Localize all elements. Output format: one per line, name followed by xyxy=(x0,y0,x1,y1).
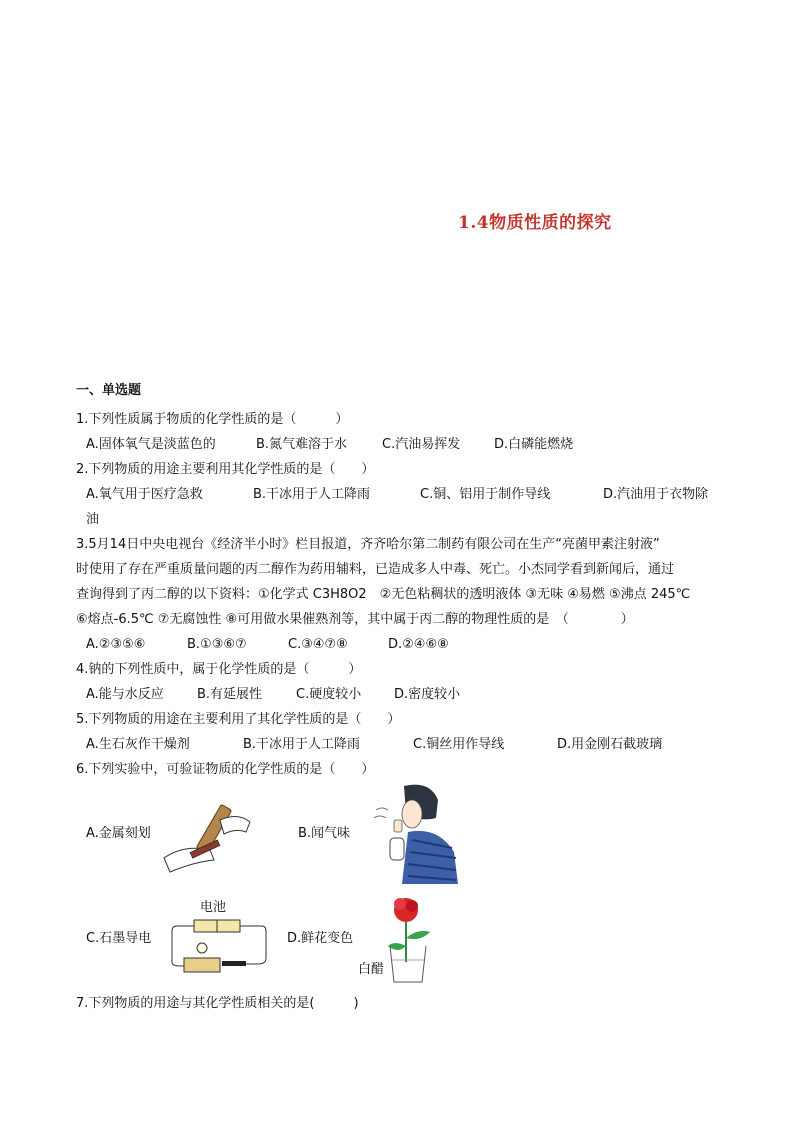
question-2-option-b: B.干冰用于人工降雨 xyxy=(253,487,371,502)
question-5-option-b: B.干冰用于人工降雨 xyxy=(243,737,361,752)
question-3-line-2: 时使用了存在严重质量问题的丙二醇作为药用辅料，已造成多人中毒、死亡。小杰同学看到新闻后，通过 xyxy=(76,562,675,577)
question-1-option-d: D.白磷能燃烧 xyxy=(494,437,574,452)
question-3-line-3: 查询得到了丙二醇的以下资料：①化学式 C3H8O2 ②无色粘稠状的透明液体 ③无味 ④易燃 ⑤沸点 245℃ xyxy=(76,587,691,602)
question-2-option-d: D.汽油用于衣物除 xyxy=(603,487,709,502)
question-5-option-d: D.用金刚石截玻璃 xyxy=(557,737,663,752)
question-3-line-1: 3.5月14日中央电视台《经济半小时》栏目报道，齐齐哈尔第二制药有限公司在生产“亮菌甲素注射液” xyxy=(76,537,660,552)
question-4-option-a: A.能与水反应 xyxy=(86,687,164,702)
question-6-option-a: A.金属刻划 xyxy=(86,826,151,841)
question-3-option-d: D.②④⑥⑧ xyxy=(388,637,449,652)
question-5-option-c: C.铜丝用作导线 xyxy=(413,737,505,752)
question-3-option-c: C.③④⑦⑧ xyxy=(288,637,348,652)
question-2-stem: 2.下列物质的用途主要利用其化学性质的是（ ） xyxy=(76,462,375,477)
question-3-line-4: ⑥熔点-6.5℃ ⑦无腐蚀性 ⑧可用做水果催熟剂等，其中属于丙二醇的物理性质的是 （ ） xyxy=(76,612,634,627)
question-1-option-c: C.汽油易挥发 xyxy=(382,437,461,452)
question-6-option-b: B.闻气味 xyxy=(298,826,351,841)
question-1-option-a: A.固体氧气是淡蓝色的 xyxy=(86,437,216,452)
graphite-conduction-circuit xyxy=(170,916,270,978)
question-2-option-a: A.氧气用于医疗急救 xyxy=(86,487,203,502)
page-title: 1.4物质性质的探究 xyxy=(458,213,612,233)
question-1-option-b: B.氮气难溶于水 xyxy=(256,437,348,452)
section-heading: 一、单选题 xyxy=(76,383,142,398)
question-4-option-c: C.硬度较小 xyxy=(296,687,362,702)
question-2-option-c: C.铜、铝用于制作导线 xyxy=(420,487,551,502)
question-4-option-b: B.有延展性 xyxy=(197,687,263,702)
question-5-option-a: A.生石灰作干燥剂 xyxy=(86,737,190,752)
question-3-option-b: B.①③⑥⑦ xyxy=(187,637,247,652)
question-4-option-d: D.密度较小 xyxy=(394,687,461,702)
flower-in-vinegar-illustration xyxy=(382,890,436,984)
question-6-stem: 6.下列实验中，可验证物质的化学性质的是（ ） xyxy=(76,762,375,777)
battery-label: 电池 xyxy=(200,900,227,915)
question-6-option-d: D.鲜花变色 xyxy=(287,931,354,946)
question-3-option-a: A.②③⑤⑥ xyxy=(86,637,146,652)
question-4-stem: 4.钠的下列性质中，属于化学性质的是（ ） xyxy=(76,662,362,677)
question-2-option-d-wrap: 油 xyxy=(86,512,100,527)
vinegar-label: 白醋 xyxy=(358,962,385,977)
question-7-stem: 7.下列物质的用途与其化学性质相关的是( ) xyxy=(76,996,359,1011)
metal-scratch-illustration xyxy=(160,800,258,878)
question-5-stem: 5.下列物质的用途在主要利用了其化学性质的是（ ） xyxy=(76,712,401,727)
question-6-option-c: C.石墨导电 xyxy=(86,931,152,946)
question-1-stem: 1.下列性质属于物质的化学性质的是（ ） xyxy=(76,412,349,427)
smelling-illustration xyxy=(368,780,464,884)
